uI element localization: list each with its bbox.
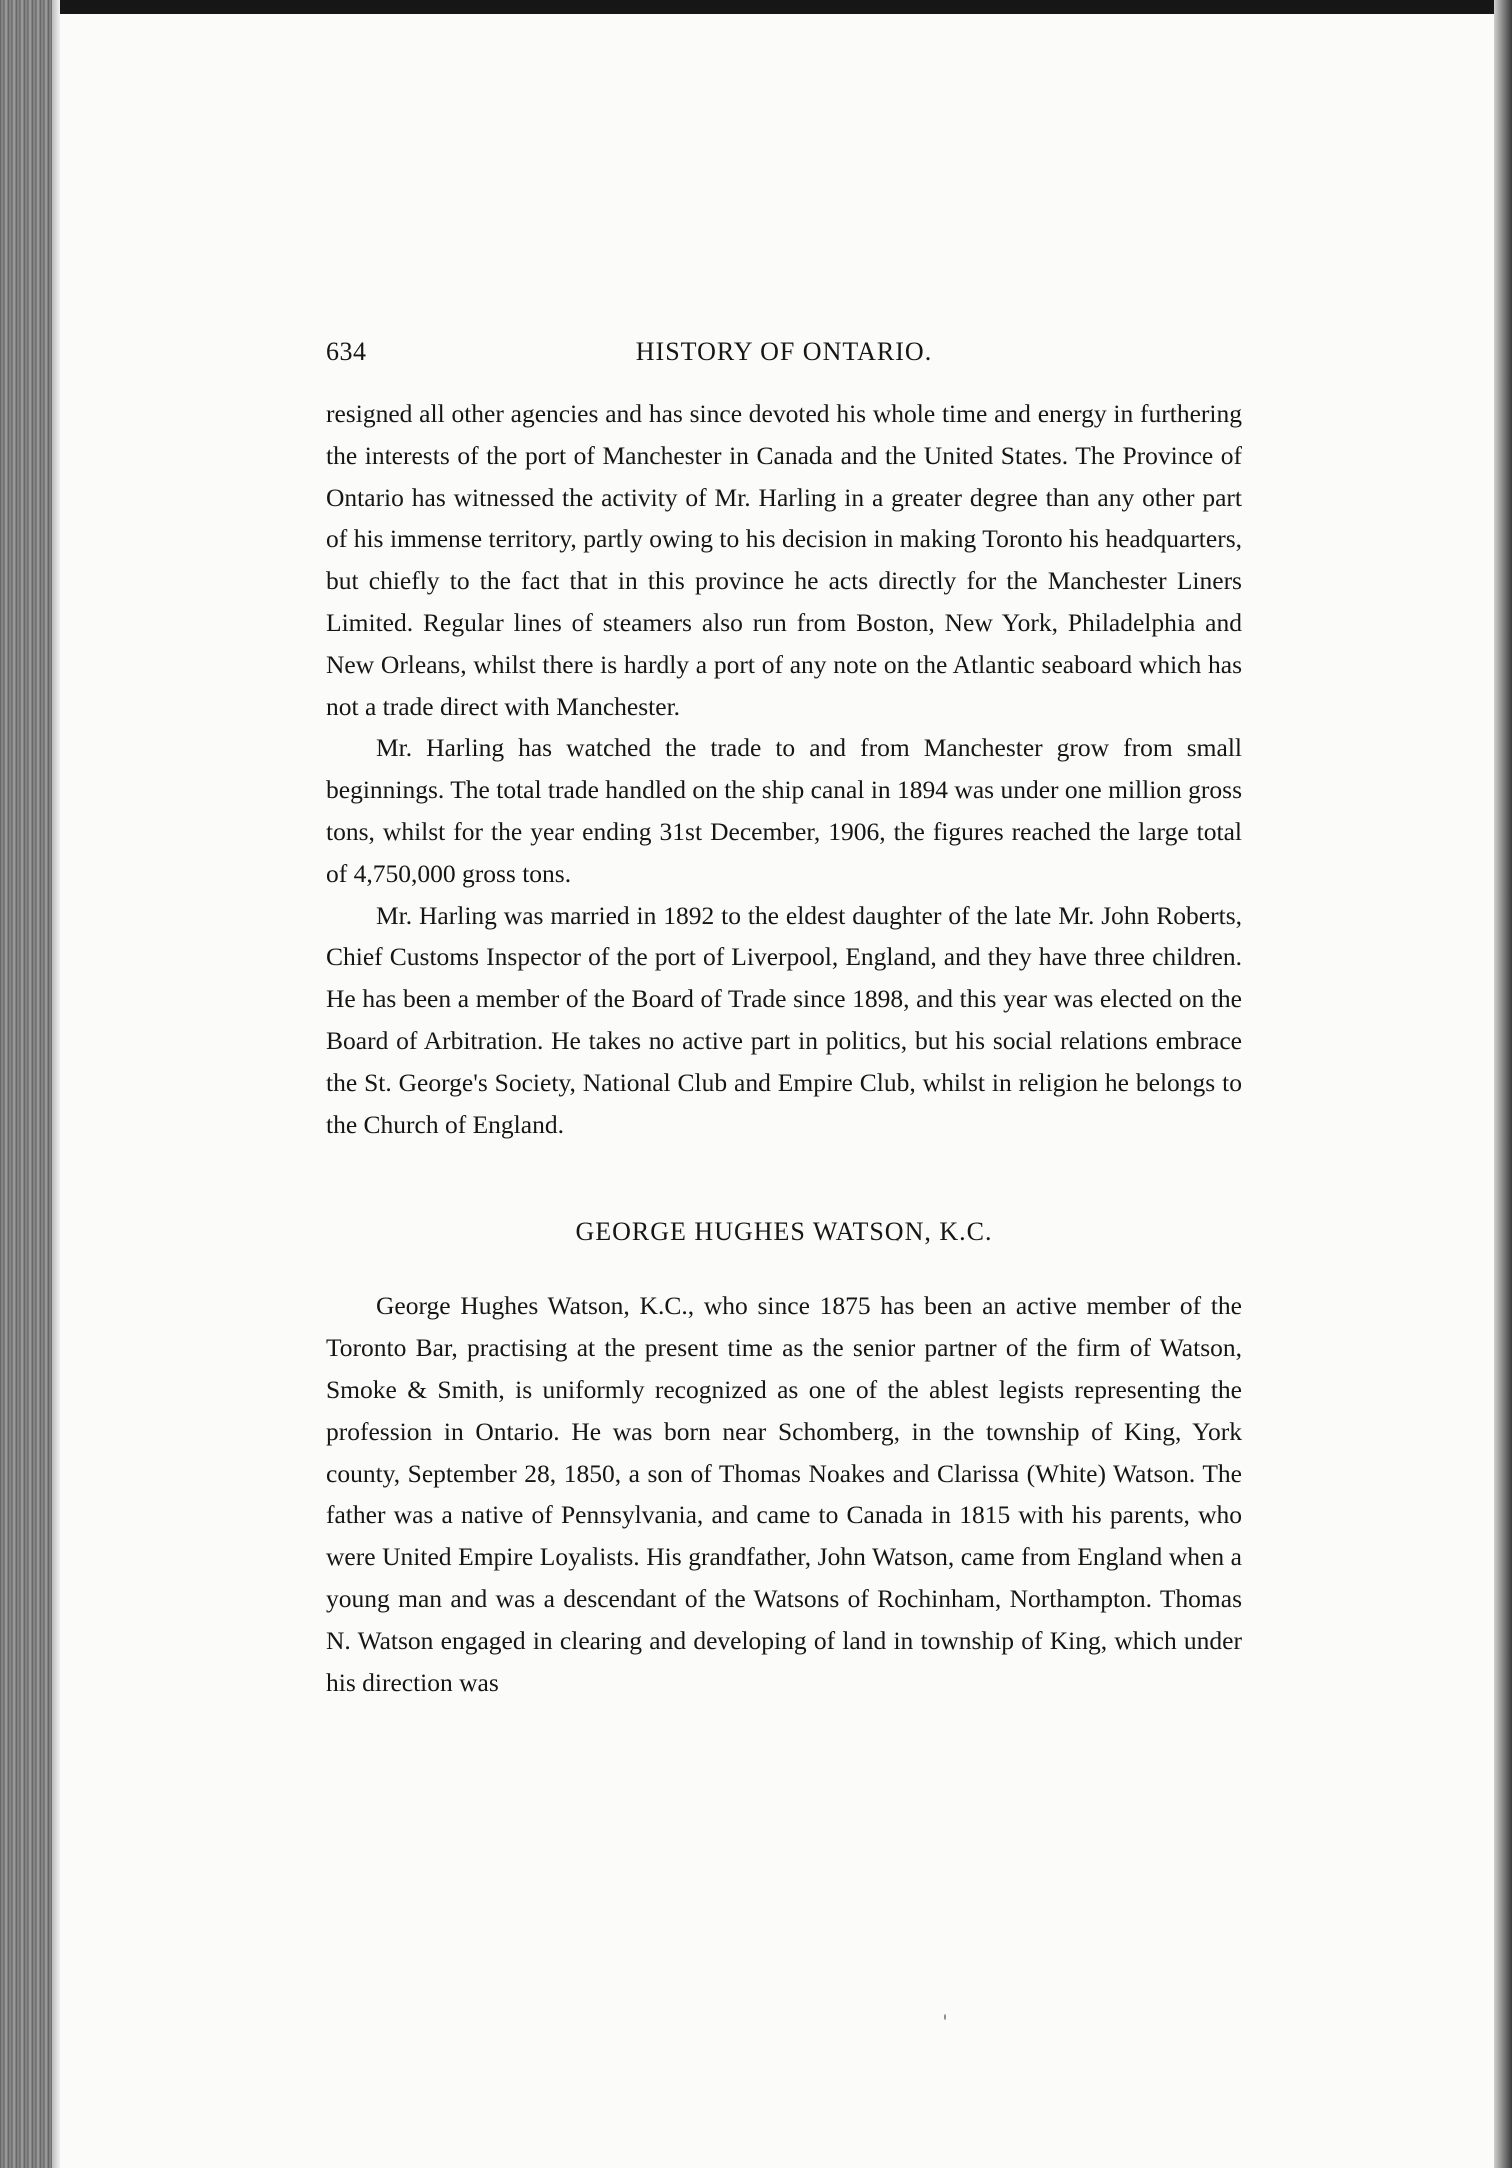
paragraph-continuation: resigned all other agencies and has since devoted his whole time and energy in furthering the interests of the port of Manchester in Canada and the United States. The Province of Ontario has witnessed the activity of Mr. Harling in a greater degree than any other part of his immense territory, partly owing to his decision in making Toronto his headquarters, but chiefly to the fact that in this province he acts directly for the Manchester Liners Limited. Regular lines of steamers also run from Boston, New York, Philadelphia and New Orleans, whilst there is hardly a port of any note on the Atlantic seaboard which has not a trade direct with Manchester. (326, 399, 1242, 721)
page-number: 634 (326, 337, 367, 366)
paragraph-marriage-and-societies: Mr. Harling was married in 1892 to the eldest daughter of the late Mr. John Roberts, Chief Customs Inspector of the port of Liverpool, England, and they have three children. He has been a member of the Board of Trade since 1898, and this year was elected on the Board of Arbitration. He takes no active part in politics, but his social relations embrace the St. George's Society, National Club and Empire Club, whilst in religion he belongs to the Church of England. (326, 900, 1242, 1139)
section-heading: GEORGE HUGHES WATSON, K.C. (575, 1217, 993, 1247)
running-title: HISTORY OF ONTARIO. (635, 337, 933, 366)
page-text-block (326, 337, 1242, 1703)
book-page-edges (0, 0, 60, 2168)
ink-speck (944, 2014, 946, 2020)
scan-right-border (1494, 0, 1512, 2168)
running-head (326, 337, 1242, 373)
paragraph-trade-growth: Mr. Harling has watched the trade to and from Manchester grow from small beginnings. The total trade handled on the ship canal in 1894 was under one million gross tons, whilst for the year ending 31st December, 1906, the figures reached the large total of 4,750,000 gross tons. (326, 733, 1242, 888)
paragraph-watson-biography: George Hughes Watson, K.C., who since 1875 has been an active member of the Toronto Bar, practising at the present time as the senior partner of the firm of Watson, Smoke & Smith, is uniformly recognized as one of the ablest legists representing the profession in Ontario. He was born near Schomberg, in the township of King, York county, September 28, 1850, a son of Thomas Noakes and Clarissa (White) Watson. The father was a native of Pennsylvania, and came to Canada in 1815 with his parents, who were United Empire Loyalists. His grandfather, John Watson, came from England when a young man and was a descendant of the Watsons of Rochinham, Northampton. Thomas N. Watson engaged in clearing and developing of land in township of King, which under his direction was (326, 1291, 1242, 1697)
scan-top-border (0, 0, 1512, 14)
